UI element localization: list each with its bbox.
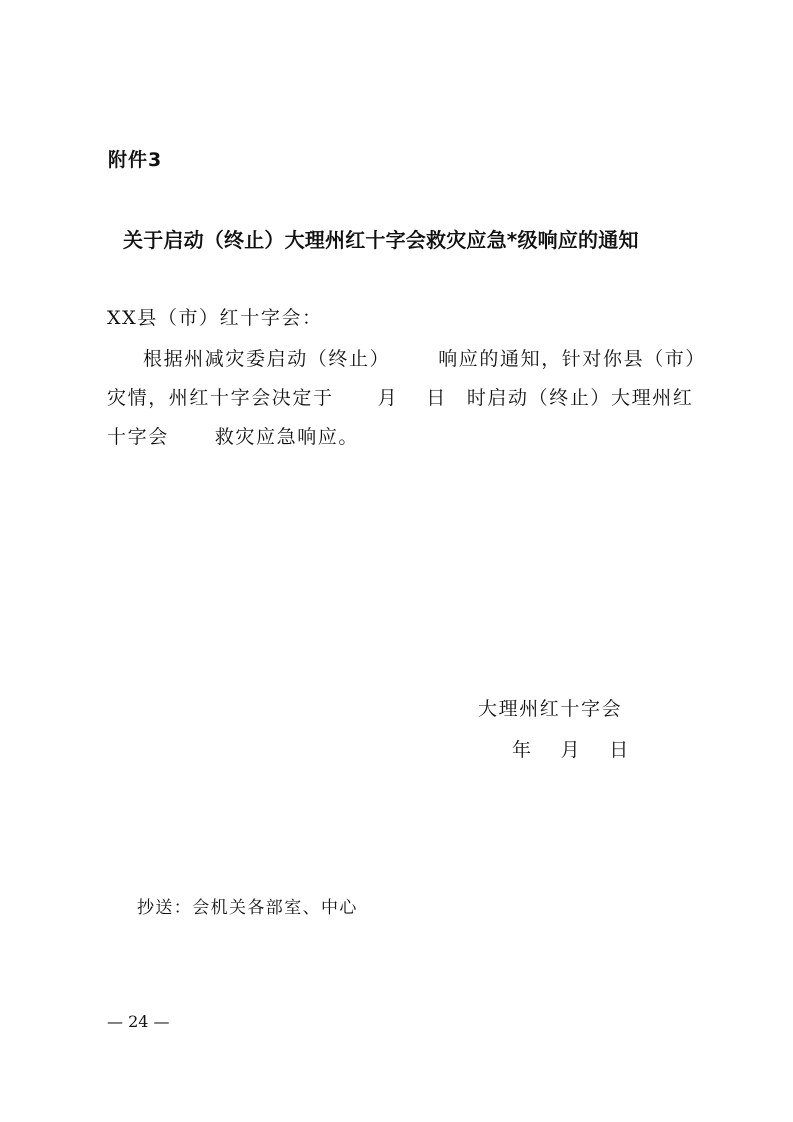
signature-date xyxy=(512,735,630,762)
body-line-2-month: 月 xyxy=(377,387,399,409)
signature-month: 月 xyxy=(560,739,582,761)
body-line-2-part-a: 灾情，州红十字会决定于 xyxy=(107,387,334,409)
document-title: 关于启动（终止）大理州红十字会救灾应急*级响应的通知 xyxy=(123,228,639,252)
body-line-1 xyxy=(143,344,706,371)
page-number: — 24 — xyxy=(107,1012,170,1031)
body-line-3-part-b: 救灾应急响应。 xyxy=(214,426,360,448)
attachment-label: 附件3 xyxy=(108,149,163,171)
signature-day: 日 xyxy=(609,739,630,761)
salutation: XX县（市）红十字会： xyxy=(107,307,323,329)
body-line-3-part-a: 十字会 xyxy=(107,426,169,448)
body-line-2-day: 日 xyxy=(426,387,447,409)
body-line-2 xyxy=(107,383,693,410)
body-line-2-part-b: 时启动（终止）大理州红 xyxy=(466,387,694,409)
body-line-3 xyxy=(107,422,359,449)
body-line-1-part-a: 根据州减灾委启动（终止） xyxy=(143,348,391,370)
cc-line: 抄送：会机关各部室、中心 xyxy=(137,898,358,918)
signature-year: 年 xyxy=(512,739,533,761)
signature-org: 大理州红十字会 xyxy=(478,698,623,720)
body-line-1-part-b: 响应的通知，针对你县（市） xyxy=(438,348,707,370)
